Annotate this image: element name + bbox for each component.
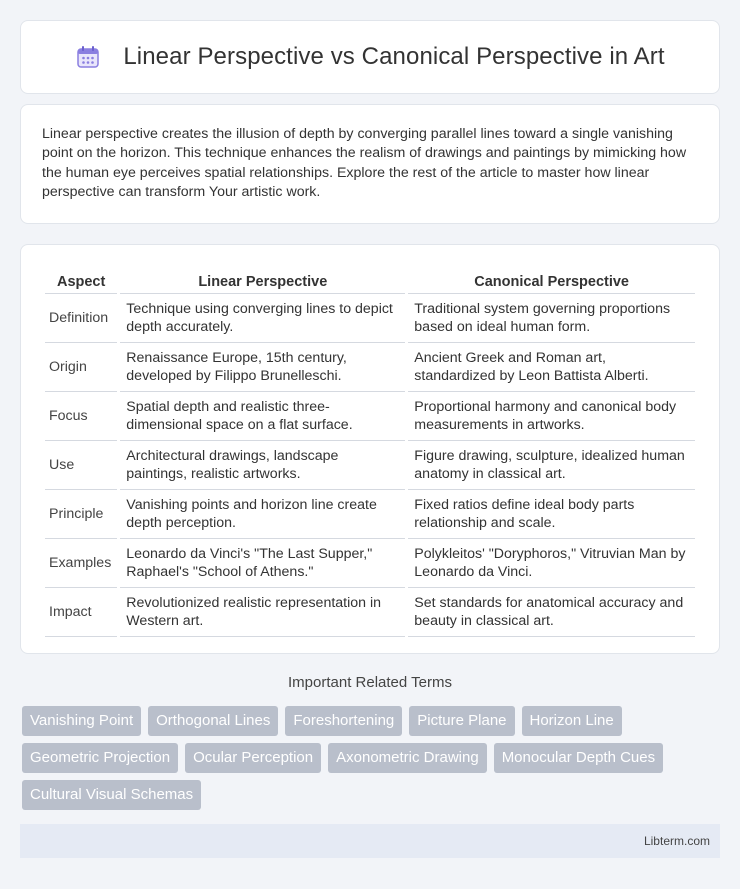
comparison-table [42,263,698,637]
footer [20,824,720,858]
table-row [45,441,695,490]
cell-canonical: Polykleitos' "Doryphoros," Vitruvian Man by Leonardo da Vinci. [408,539,695,588]
footer-site-link[interactable]: Libterm.com [643,834,710,848]
tag-foreshortening[interactable]: Foreshortening [285,706,402,736]
cell-aspect: Examples [45,539,117,588]
cell-canonical: Ancient Greek and Roman art, standardized by Leon Battista Alberti. [408,343,695,392]
tag-horizon-line[interactable]: Horizon Line [522,706,622,736]
column-header-linear: Linear Perspective [120,263,405,294]
cell-linear: Vanishing points and horizon line create depth perception. [120,490,405,539]
page-title: Linear Perspective vs Canonical Perspective in Art [123,43,665,70]
tag-vanishing-point[interactable]: Vanishing Point [22,706,141,736]
calendar-icon [75,44,101,70]
related-terms-section [0,674,740,707]
tag-geometric-projection[interactable]: Geometric Projection [22,743,178,773]
cell-linear: Revolutionized realistic representation in Western art. [120,588,405,637]
cell-canonical: Proportional harmony and canonical body measurements in artworks. [408,392,695,441]
column-header-canonical: Canonical Perspective [408,263,695,294]
header-card [20,20,720,94]
cell-aspect: Origin [45,343,117,392]
cell-canonical: Traditional system governing proportions based on ideal human form. [408,294,695,343]
cell-canonical: Fixed ratios define ideal body parts relationship and scale. [408,490,695,539]
tag-cultural-visual-schemas[interactable]: Cultural Visual Schemas [22,780,201,810]
cell-aspect: Definition [45,294,117,343]
tag-ocular-perception[interactable]: Ocular Perception [185,743,321,773]
table-row [45,588,695,637]
table-row [45,490,695,539]
cell-linear: Renaissance Europe, 15th century, developed by Filippo Brunelleschi. [120,343,405,392]
cell-canonical: Figure drawing, sculpture, idealized human anatomy in classical art. [408,441,695,490]
intro-text: Linear perspective creates the illusion of depth by converging parallel lines toward a single vanishing point on the horizon. This technique enhances the realism of drawings and paintings by mimicking how the human eye perceives spatial relationships. Explore the rest of the article to master how linear perspective can transform Your artistic work. [42,126,687,201]
cell-aspect: Impact [45,588,117,637]
intro-card [20,104,720,224]
cell-aspect: Principle [45,490,117,539]
table-row [45,294,695,343]
cell-linear: Spatial depth and realistic three-dimensional space on a flat surface. [120,392,405,441]
cell-canonical: Set standards for anatomical accuracy and beauty in classical art. [408,588,695,637]
cell-linear: Architectural drawings, landscape paintings, realistic artworks. [120,441,405,490]
related-terms-tags [22,706,722,817]
column-header-aspect: Aspect [45,263,117,294]
table-row [45,539,695,588]
table-row [45,392,695,441]
comparison-table-card [20,244,720,654]
cell-aspect: Use [45,441,117,490]
cell-linear: Technique using converging lines to depict depth accurately. [120,294,405,343]
table-header-row [45,263,695,294]
tag-axonometric-drawing[interactable]: Axonometric Drawing [328,743,487,773]
tag-monocular-depth-cues[interactable]: Monocular Depth Cues [494,743,663,773]
cell-aspect: Focus [45,392,117,441]
cell-linear: Leonardo da Vinci's "The Last Supper," Raphael's "School of Athens." [120,539,405,588]
table-row [45,343,695,392]
related-terms-title: Important Related Terms [288,674,452,691]
tag-picture-plane[interactable]: Picture Plane [409,706,514,736]
tag-orthogonal-lines[interactable]: Orthogonal Lines [148,706,278,736]
